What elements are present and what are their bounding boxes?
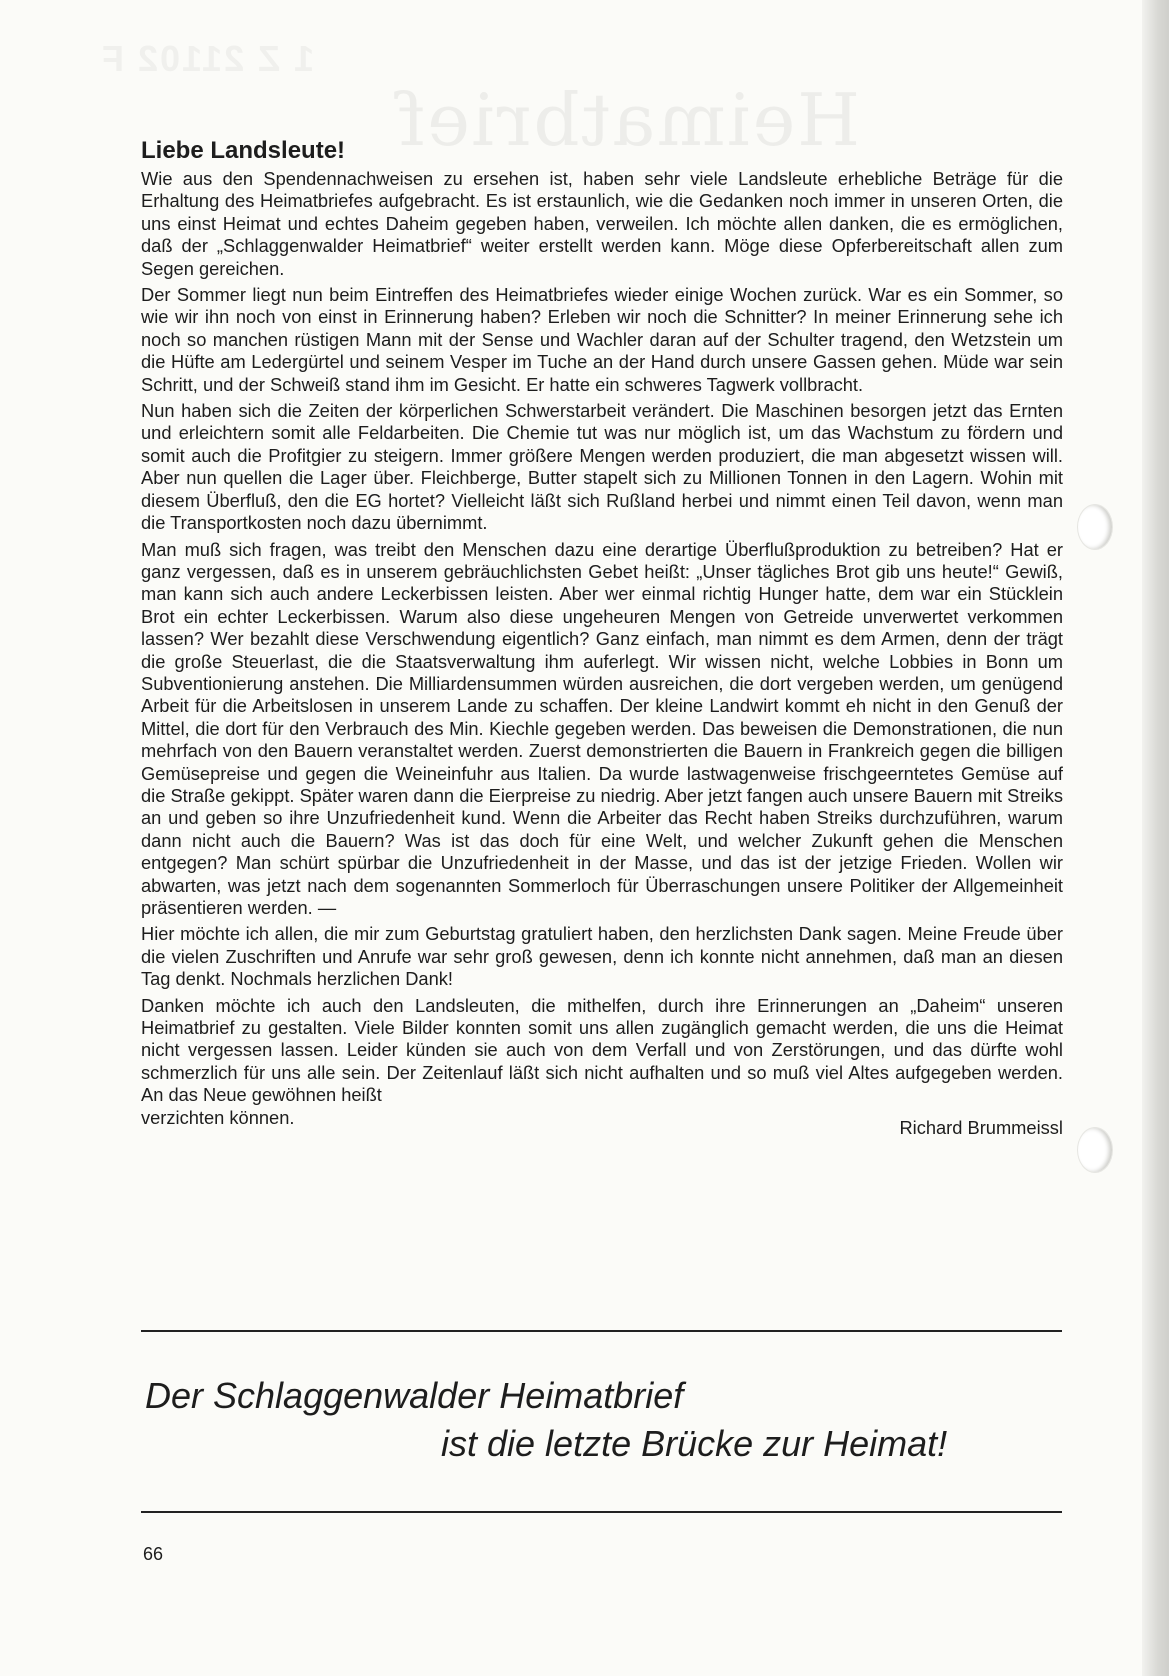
paragraph-4: Man muß sich fragen, was treibt den Menschen dazu eine derartige Überflußproduktion zu betreiben? Hat er ganz vergessen, daß es in unserem gebräuchlichsten Gebet heißt: „Unser tägliches Brot gib uns heute!“ Gewiß, man kann sich auch andere Leckerbissen leisten. Aber wer einmal richtig Hunger hatte, dem war ein Stücklein Brot ein echter Leckerbissen. Warum also diese ungeheuren Mengen von Getreide unverwertet verkommen lassen? Wer bezahlt diese Verschwendung eigentlich? Ganz einfach, man nimmt es dem Armen, denn der trägt die große Steuerlast, die die Staatsverwaltung ihm auferlegt. Wir wissen nicht, welche Lobbies in Bonn um Subventionierung anstehen. Die Milliardensummen würden ausreichen, die dort vergeben werden, um genügend Arbeit für die Arbeitslosen in unserem Lande zu schaffen. Der kleine Landwirt kommt eh nicht in den Genuß der Mittel, die dort für den Verbrauch des Min. Kiechle gegeben werden. Das beweisen die Demonstrationen, die nun mehrfach von den Bauern veranstaltet werden. Zuerst demonstrierten die Bauern in Frankreich gegen die billigen Gemüsepreise und gegen die Weineinfuhr aus Italien. Da wurde lastwagenweise frischgeerntetes Gemüse auf die Straße gekippt. Später waren dann die Eierpreise zu niedrig. Aber jetzt fangen auch unsere Bauern mit Streiks an und geben so ihre Unzufriedenheit kund. Wenn die Arbeiter das Recht haben Streiks durchzuführen, warum dann nicht auch die Bauern? Was ist das doch für eine Welt, und welcher Zukunft gehen die Menschen entgegen? Man schürt spürbar die Unzufriedenheit in der Masse, und das ist der jetzige Frieden. Wollen wir abwarten, was jetzt nach dem sogenannten Sommerloch für Überraschungen unsere Politiker der Allgemeinheit präsentieren werden. — xyxy=(141,538,1063,918)
paragraph-6: Danken möchte ich auch den Landsleuten, die mithelfen, durch ihre Erinnerungen an „Daheim“ unseren Heimatbrief zu gestalten. Viele Bilder konnten somit uns allen zugänglich gemacht werden, die uns die Heimat nicht vergessen lassen. Leider künden sie auch von dem Verfall und von Zerstörungen, und das dürfte wohl schmerzlich für uns alle sein. Der Zeitenlauf läßt sich nicht aufhalten und so muß viel Altes aufgegeben werden. An das Neue gewöhnen heißt xyxy=(141,994,1063,1106)
page-number: 66 xyxy=(143,1544,164,1564)
closing-row xyxy=(141,1106,1063,1138)
paragraph-5: Hier möchte ich allen, die mir zum Geburtstag gratuliert haben, den herzlichsten Dank sagen. Meine Freude über die vielen Zuschriften und Anrufe war sehr groß gewesen, denn ich konnte nicht annehmen, daß man an diesen Tag denkt. Nochmals herzlichen Dank! xyxy=(141,923,1063,990)
closing-line: verzichten können. xyxy=(141,1106,295,1128)
punch-hole-icon xyxy=(1078,1128,1112,1172)
letter xyxy=(141,136,1063,1138)
slogan xyxy=(141,1372,1062,1468)
slogan-line-2: ist die letzte Brücke zur Heimat! xyxy=(441,1423,948,1464)
bleed-through-title: Heimatbrief xyxy=(396,78,860,162)
paragraph-1: Wie aus den Spendennachweisen zu ersehen ist, haben sehr viele Landsleute erhebliche Beträge für die Erhaltung des Heimatbriefes aufgebracht. Es ist erstaunlich, wie die Gedanken noch immer in unseren Orten, die uns einst Heimat und echtes Daheim gegeben haben, verweilen. Ich möchte allen danken, die es ermöglichen, daß der „Schlaggenwalder Heimatbrief“ weiter erstellt werden kann. Möge diese Opferbereitschaft allen zum Segen gereichen. xyxy=(141,168,1063,279)
slogan-line-1: Der Schlaggenwalder Heimatbrief xyxy=(145,1375,684,1416)
bleed-through-marks: 1 Z 21102 F xyxy=(100,38,315,79)
paragraph-2: Der Sommer liegt nun beim Eintreffen des Heimatbriefes wieder einige Wochen zurück. War es ein Sommer, so wie wir ihn noch von einst in Erinnerung haben? Erleben wir noch die Schnitter? In meiner Erinnerung sehe ich noch so manchen rüstigen Mann mit der Sense und Wachler daran auf der Schulter tragend, den Wetzstein um die Hüfte am Ledergürtel und seinem Vesper im Tuche an der Hand durch unsere Gassen gehen. Müde war sein Schritt, und der Schweiß stand ihm im Gesicht. Er hatte ein schweres Tagwerk vollbracht. xyxy=(141,284,1063,395)
divider-top xyxy=(141,1330,1062,1332)
page-edge-shadow xyxy=(1142,0,1169,1676)
punch-hole-icon xyxy=(1078,505,1112,549)
letter-heading: Liebe Landsleute! xyxy=(141,137,346,164)
letter-body xyxy=(141,168,1063,1107)
paragraph-3: Nun haben sich die Zeiten der körperlichen Schwerstarbeit verändert. Die Maschinen besorgen jetzt das Ernten und erleichtern somit alle Feldarbeiten. Die Chemie tut was nur möglich ist, um das Wachstum zu fördern und somit auch die Profitgier zu steigern. Immer größere Mengen werden produziert, die man abgesetzt wissen will. Aber nun quellen die Lager über. Fleichberge, Butter stapelt sich zu Millionen Tonnen in den Lagern. Wohin mit diesem Überfluß, den die EG hortet? Vielleicht läßt sich Rußland herbei und nimmt einen Teil davon, wenn man die Transportkosten noch dazu übernimmt. xyxy=(141,400,1063,534)
signature: Richard Brummeissl xyxy=(899,1116,1063,1138)
divider-bottom xyxy=(141,1511,1062,1513)
